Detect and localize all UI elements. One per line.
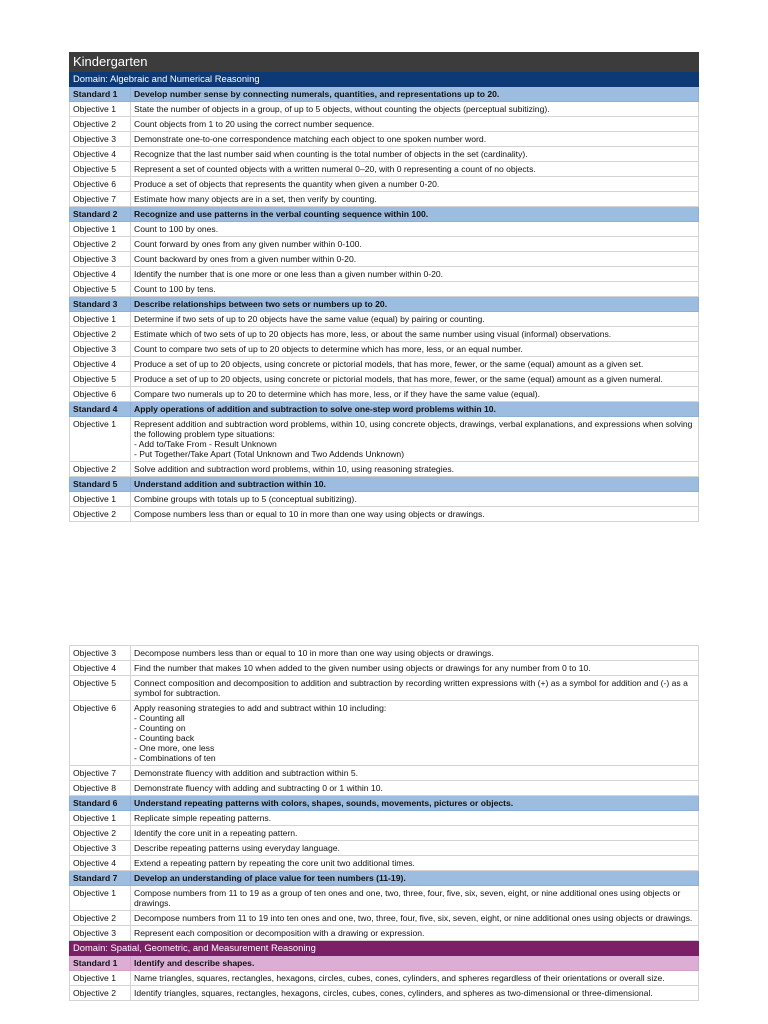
objective-text: Demonstrate one-to-one correspondence matching each object to one spoken number word. bbox=[131, 132, 699, 147]
standard-label: Standard 6 bbox=[70, 796, 131, 811]
objective-label: Objective 2 bbox=[70, 462, 131, 477]
objective-label: Objective 6 bbox=[70, 177, 131, 192]
domain-header-row bbox=[70, 72, 699, 87]
domain-title: Domain: Algebraic and Numerical Reasoning bbox=[70, 72, 699, 87]
objective-text: Count to 100 by ones. bbox=[131, 222, 699, 237]
objective-row bbox=[70, 237, 699, 252]
objective-label: Objective 2 bbox=[70, 117, 131, 132]
objective-label: Objective 6 bbox=[70, 701, 131, 766]
standard-text: Apply operations of addition and subtraction to solve one-step word problems within 10. bbox=[131, 402, 699, 417]
objective-text: Describe repeating patterns using everyday language. bbox=[131, 841, 699, 856]
objective-row bbox=[70, 342, 699, 357]
objective-text: State the number of objects in a group, of up to 5 objects, without counting the objects (perceptual subitizing). bbox=[131, 102, 699, 117]
objective-row bbox=[70, 911, 699, 926]
objective-row bbox=[70, 192, 699, 207]
standard-text: Understand repeating patterns with colors, shapes, sounds, movements, pictures or objects. bbox=[131, 796, 699, 811]
standard-label: Standard 7 bbox=[70, 871, 131, 886]
objective-row bbox=[70, 507, 699, 522]
objective-row bbox=[70, 826, 699, 841]
objective-text: Count objects from 1 to 20 using the correct number sequence. bbox=[131, 117, 699, 132]
objective-label: Objective 3 bbox=[70, 646, 131, 661]
standard-text: Identify and describe shapes. bbox=[131, 956, 699, 971]
objective-text: Combine groups with totals up to 5 (conceptual subitizing). bbox=[131, 492, 699, 507]
grade-title: Kindergarten bbox=[70, 53, 699, 72]
objective-text: Decompose numbers less than or equal to 10 in more than one way using objects or drawings. bbox=[131, 646, 699, 661]
objective-text: Compose numbers less than or equal to 10 in more than one way using objects or drawings. bbox=[131, 507, 699, 522]
standard-label: Standard 5 bbox=[70, 477, 131, 492]
objective-row bbox=[70, 132, 699, 147]
objective-label: Objective 3 bbox=[70, 841, 131, 856]
objective-label: Objective 4 bbox=[70, 147, 131, 162]
objective-row bbox=[70, 282, 699, 297]
objective-text: Identify triangles, squares, rectangles, hexagons, circles, cubes, cones, cylinders, and spheres as two-dimensional or three-dimensional. bbox=[131, 986, 699, 1001]
objective-row bbox=[70, 841, 699, 856]
objective-row bbox=[70, 387, 699, 402]
objective-text: Find the number that makes 10 when added to the given number using objects or drawings for any number from 0 to 10. bbox=[131, 661, 699, 676]
objective-label: Objective 5 bbox=[70, 162, 131, 177]
standard-text: Describe relationships between two sets or numbers up to 20. bbox=[131, 297, 699, 312]
standard-row bbox=[70, 402, 699, 417]
objective-label: Objective 1 bbox=[70, 492, 131, 507]
objective-row bbox=[70, 117, 699, 132]
objective-text: Count to compare two sets of up to 20 objects to determine which has more, less, or an equal number. bbox=[131, 342, 699, 357]
domain-title: Domain: Spatial, Geometric, and Measurement Reasoning bbox=[70, 941, 699, 956]
standard-text: Understand addition and subtraction within 10. bbox=[131, 477, 699, 492]
standard-row bbox=[70, 297, 699, 312]
objective-text: Represent a set of counted objects with a written numeral 0–20, with 0 representing a count of no objects. bbox=[131, 162, 699, 177]
objective-label: Objective 1 bbox=[70, 222, 131, 237]
objective-text: Produce a set of up to 20 objects, using concrete or pictorial models, that has more, fewer, or the same (equal) amount as a given set. bbox=[131, 357, 699, 372]
objective-text: Compare two numerals up to 20 to determine which has more, less, or if they have the same value (equal). bbox=[131, 387, 699, 402]
objective-text: Produce a set of objects that represents the quantity when given a number 0-20. bbox=[131, 177, 699, 192]
standard-row bbox=[70, 477, 699, 492]
objective-text: Count to 100 by tens. bbox=[131, 282, 699, 297]
objective-row bbox=[70, 327, 699, 342]
objective-text: Count backward by ones from a given number within 0-20. bbox=[131, 252, 699, 267]
objective-row bbox=[70, 162, 699, 177]
objective-label: Objective 1 bbox=[70, 886, 131, 911]
objective-row bbox=[70, 417, 699, 462]
objective-row bbox=[70, 986, 699, 1001]
objective-row bbox=[70, 646, 699, 661]
objective-row bbox=[70, 462, 699, 477]
standard-row bbox=[70, 871, 699, 886]
objective-label: Objective 4 bbox=[70, 267, 131, 282]
objective-label: Objective 6 bbox=[70, 387, 131, 402]
objective-text: Extend a repeating pattern by repeating the core unit two additional times. bbox=[131, 856, 699, 871]
objective-text: Estimate how many objects are in a set, then verify by counting. bbox=[131, 192, 699, 207]
objective-label: Objective 5 bbox=[70, 282, 131, 297]
objective-label: Objective 3 bbox=[70, 926, 131, 941]
objective-text: Estimate which of two sets of up to 20 objects has more, less, or about the same number using visual (informal) observations. bbox=[131, 327, 699, 342]
objective-text: Name triangles, squares, rectangles, hexagons, circles, cubes, cones, cylinders, and spheres regardless of their orientations or overall size. bbox=[131, 971, 699, 986]
objective-text: Determine if two sets of up to 20 objects have the same value (equal) by pairing or counting. bbox=[131, 312, 699, 327]
objective-text: Produce a set of up to 20 objects, using concrete or pictorial models, that has more, fewer, or the same (equal) amount as a given numeral. bbox=[131, 372, 699, 387]
standard-label: Standard 1 bbox=[70, 87, 131, 102]
objective-row bbox=[70, 312, 699, 327]
objective-label: Objective 1 bbox=[70, 417, 131, 462]
objective-label: Objective 3 bbox=[70, 342, 131, 357]
objective-label: Objective 4 bbox=[70, 661, 131, 676]
objective-row bbox=[70, 811, 699, 826]
objective-label: Objective 4 bbox=[70, 856, 131, 871]
objective-label: Objective 1 bbox=[70, 312, 131, 327]
objective-row bbox=[70, 781, 699, 796]
objective-row bbox=[70, 177, 699, 192]
standard-row bbox=[70, 956, 699, 971]
objective-label: Objective 8 bbox=[70, 781, 131, 796]
objective-label: Objective 3 bbox=[70, 132, 131, 147]
objective-row bbox=[70, 926, 699, 941]
grade-header-row bbox=[70, 53, 699, 72]
objective-row bbox=[70, 971, 699, 986]
objective-text: Connect composition and decomposition to addition and subtraction by recording written expressions with (+) as a symbol for addition and (-) as a symbol for subtraction. bbox=[131, 676, 699, 701]
objective-text: Count forward by ones from any given number within 0-100. bbox=[131, 237, 699, 252]
objective-label: Objective 2 bbox=[70, 507, 131, 522]
objective-row bbox=[70, 676, 699, 701]
objective-row bbox=[70, 766, 699, 781]
objective-row bbox=[70, 492, 699, 507]
domain-header-row bbox=[70, 941, 699, 956]
objective-row bbox=[70, 661, 699, 676]
standards-table-top bbox=[69, 52, 699, 522]
objective-label: Objective 2 bbox=[70, 237, 131, 252]
standards-table-bottom bbox=[69, 645, 699, 1001]
standard-text: Recognize and use patterns in the verbal counting sequence within 100. bbox=[131, 207, 699, 222]
objective-label: Objective 2 bbox=[70, 826, 131, 841]
objective-text: Identify the core unit in a repeating pattern. bbox=[131, 826, 699, 841]
standard-label: Standard 2 bbox=[70, 207, 131, 222]
objective-row bbox=[70, 357, 699, 372]
objective-row bbox=[70, 147, 699, 162]
objective-text: Compose numbers from 11 to 19 as a group of ten ones and one, two, three, four, five, six, seven, eight, or nine additional ones using objects or drawings. bbox=[131, 886, 699, 911]
objective-label: Objective 2 bbox=[70, 911, 131, 926]
standard-label: Standard 1 bbox=[70, 956, 131, 971]
standard-text: Develop number sense by connecting numerals, quantities, and representations up to 20. bbox=[131, 87, 699, 102]
objective-text: Represent addition and subtraction word problems, within 10, using concrete objects, drawings, verbal explanations, and expressions when solving the following problem type situations: - Add to/Take From - Result Unknown - Put Together/Take Apart (Total Unknown and Two Addends Unknown) bbox=[131, 417, 699, 462]
objective-row bbox=[70, 102, 699, 117]
objective-label: Objective 5 bbox=[70, 676, 131, 701]
objective-row bbox=[70, 372, 699, 387]
standard-label: Standard 3 bbox=[70, 297, 131, 312]
standard-row bbox=[70, 87, 699, 102]
objective-row bbox=[70, 252, 699, 267]
objective-label: Objective 2 bbox=[70, 986, 131, 1001]
objective-text: Recognize that the last number said when counting is the total number of objects in the set (cardinality). bbox=[131, 147, 699, 162]
objective-label: Objective 3 bbox=[70, 252, 131, 267]
objective-label: Objective 1 bbox=[70, 102, 131, 117]
objective-row bbox=[70, 701, 699, 766]
standard-row bbox=[70, 796, 699, 811]
objective-label: Objective 1 bbox=[70, 811, 131, 826]
objective-row bbox=[70, 222, 699, 237]
objective-label: Objective 4 bbox=[70, 357, 131, 372]
objective-text: Demonstrate fluency with addition and subtraction within 5. bbox=[131, 766, 699, 781]
objective-label: Objective 1 bbox=[70, 971, 131, 986]
objective-text: Demonstrate fluency with adding and subtracting 0 or 1 within 10. bbox=[131, 781, 699, 796]
objective-text: Identify the number that is one more or one less than a given number within 0-20. bbox=[131, 267, 699, 282]
objective-label: Objective 5 bbox=[70, 372, 131, 387]
objective-text: Apply reasoning strategies to add and subtract within 10 including: - Counting all - Counting on - Counting back - One more, one less - Combinations of ten bbox=[131, 701, 699, 766]
standard-label: Standard 4 bbox=[70, 402, 131, 417]
standard-row bbox=[70, 207, 699, 222]
objective-label: Objective 2 bbox=[70, 327, 131, 342]
standard-text: Develop an understanding of place value for teen numbers (11-19). bbox=[131, 871, 699, 886]
objective-text: Decompose numbers from 11 to 19 into ten ones and one, two, three, four, five, six, seven, eight, or nine additional ones using objects or drawings. bbox=[131, 911, 699, 926]
objective-row bbox=[70, 886, 699, 911]
objective-text: Replicate simple repeating patterns. bbox=[131, 811, 699, 826]
objective-label: Objective 7 bbox=[70, 766, 131, 781]
objective-row bbox=[70, 267, 699, 282]
objective-text: Represent each composition or decomposition with a drawing or expression. bbox=[131, 926, 699, 941]
objective-text: Solve addition and subtraction word problems, within 10, using reasoning strategies. bbox=[131, 462, 699, 477]
objective-row bbox=[70, 856, 699, 871]
objective-label: Objective 7 bbox=[70, 192, 131, 207]
